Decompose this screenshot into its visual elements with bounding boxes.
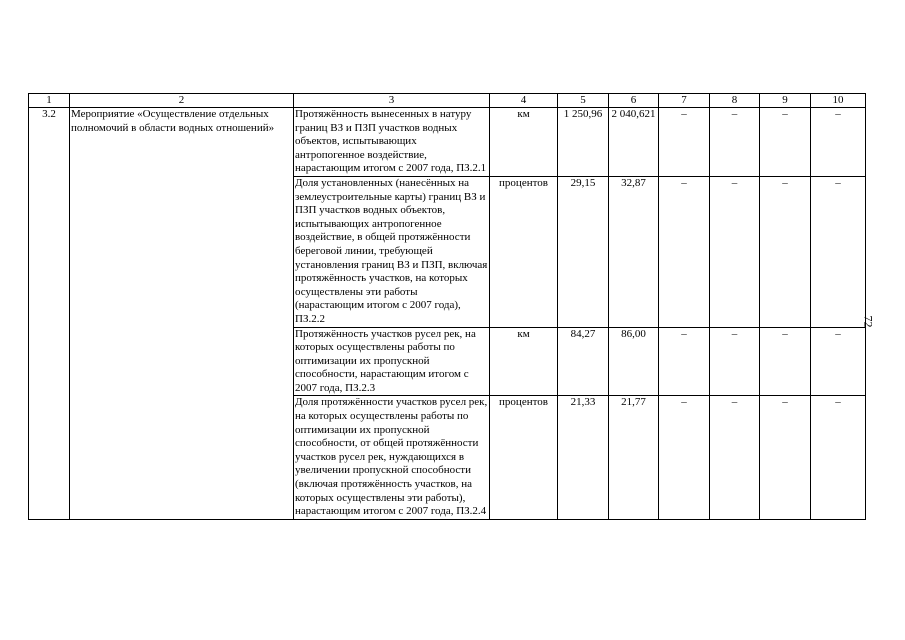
header-col-7: 7 (659, 94, 710, 108)
measure-name: Мероприятие «Осуществление отдельных полномочий в области водных отношений» (70, 108, 294, 520)
value-col-7: – (659, 176, 710, 327)
value-col-6: 2 040,621 (609, 108, 659, 177)
value-col-7: – (659, 327, 710, 396)
header-col-2: 2 (70, 94, 294, 108)
value-col-8: – (710, 396, 760, 519)
header-col-4: 4 (490, 94, 558, 108)
value-col-10: – (811, 108, 866, 177)
value-col-5: 29,15 (558, 176, 609, 327)
item-number: 3.2 (29, 108, 70, 520)
value-col-8: – (710, 176, 760, 327)
header-col-1: 1 (29, 94, 70, 108)
value-col-9: – (760, 327, 811, 396)
indicator-text: Доля установленных (нанесённых на землеустроительные карты) границ ВЗ и ПЗП участков водных объектов, испытывающих антропогенное воздействие, в общей протяжённости береговой линии, требующей установления границ ВЗ и ПЗП, включая протяжённость участков, на которых осуществлены эти работы (нарастающим итогом с 2007 года), ПЗ.2.2 (294, 176, 490, 327)
header-col-6: 6 (609, 94, 659, 108)
value-col-5: 1 250,96 (558, 108, 609, 177)
header-col-8: 8 (710, 94, 760, 108)
value-col-7: – (659, 108, 710, 177)
unit-cell: км (490, 327, 558, 396)
value-col-8: – (710, 108, 760, 177)
unit-cell: процентов (490, 396, 558, 519)
value-col-6: 86,00 (609, 327, 659, 396)
value-col-6: 21,77 (609, 396, 659, 519)
indicator-text: Доля протяжённости участков русел рек, на которых осуществлены работы по оптимизации их пропускной способности, от общей протяжённости участков русел рек, нуждающихся в увеличении пропускной способности (включая протяжённость участков, на которых осуществлены эти работы), нарастающим итогом с 2007 года, ПЗ.2.4 (294, 396, 490, 519)
value-col-10: – (811, 327, 866, 396)
unit-cell: процентов (490, 176, 558, 327)
value-col-8: – (710, 327, 760, 396)
header-col-5: 5 (558, 94, 609, 108)
value-col-5: 84,27 (558, 327, 609, 396)
indicators-table (28, 93, 866, 520)
unit-cell: км (490, 108, 558, 177)
indicator-text: Протяжённость вынесенных в натуру границ ВЗ и ПЗП участков водных объектов, испытывающих антропогенное воздействие, нарастающим итогом с 2007 года, ПЗ.2.1 (294, 108, 490, 177)
value-col-6: 32,87 (609, 176, 659, 327)
header-col-10: 10 (811, 94, 866, 108)
table-row (29, 108, 866, 177)
value-col-10: – (811, 396, 866, 519)
header-col-3: 3 (294, 94, 490, 108)
value-col-9: – (760, 176, 811, 327)
header-col-9: 9 (760, 94, 811, 108)
page-number: 72 (861, 315, 876, 328)
indicator-text: Протяжённость участков русел рек, на которых осуществлены работы по оптимизации их пропускной способности, нарастающим итогом с 2007 года, ПЗ.2.3 (294, 327, 490, 396)
value-col-7: – (659, 396, 710, 519)
header-row (29, 94, 866, 108)
value-col-5: 21,33 (558, 396, 609, 519)
value-col-9: – (760, 396, 811, 519)
value-col-10: – (811, 176, 866, 327)
value-col-9: – (760, 108, 811, 177)
